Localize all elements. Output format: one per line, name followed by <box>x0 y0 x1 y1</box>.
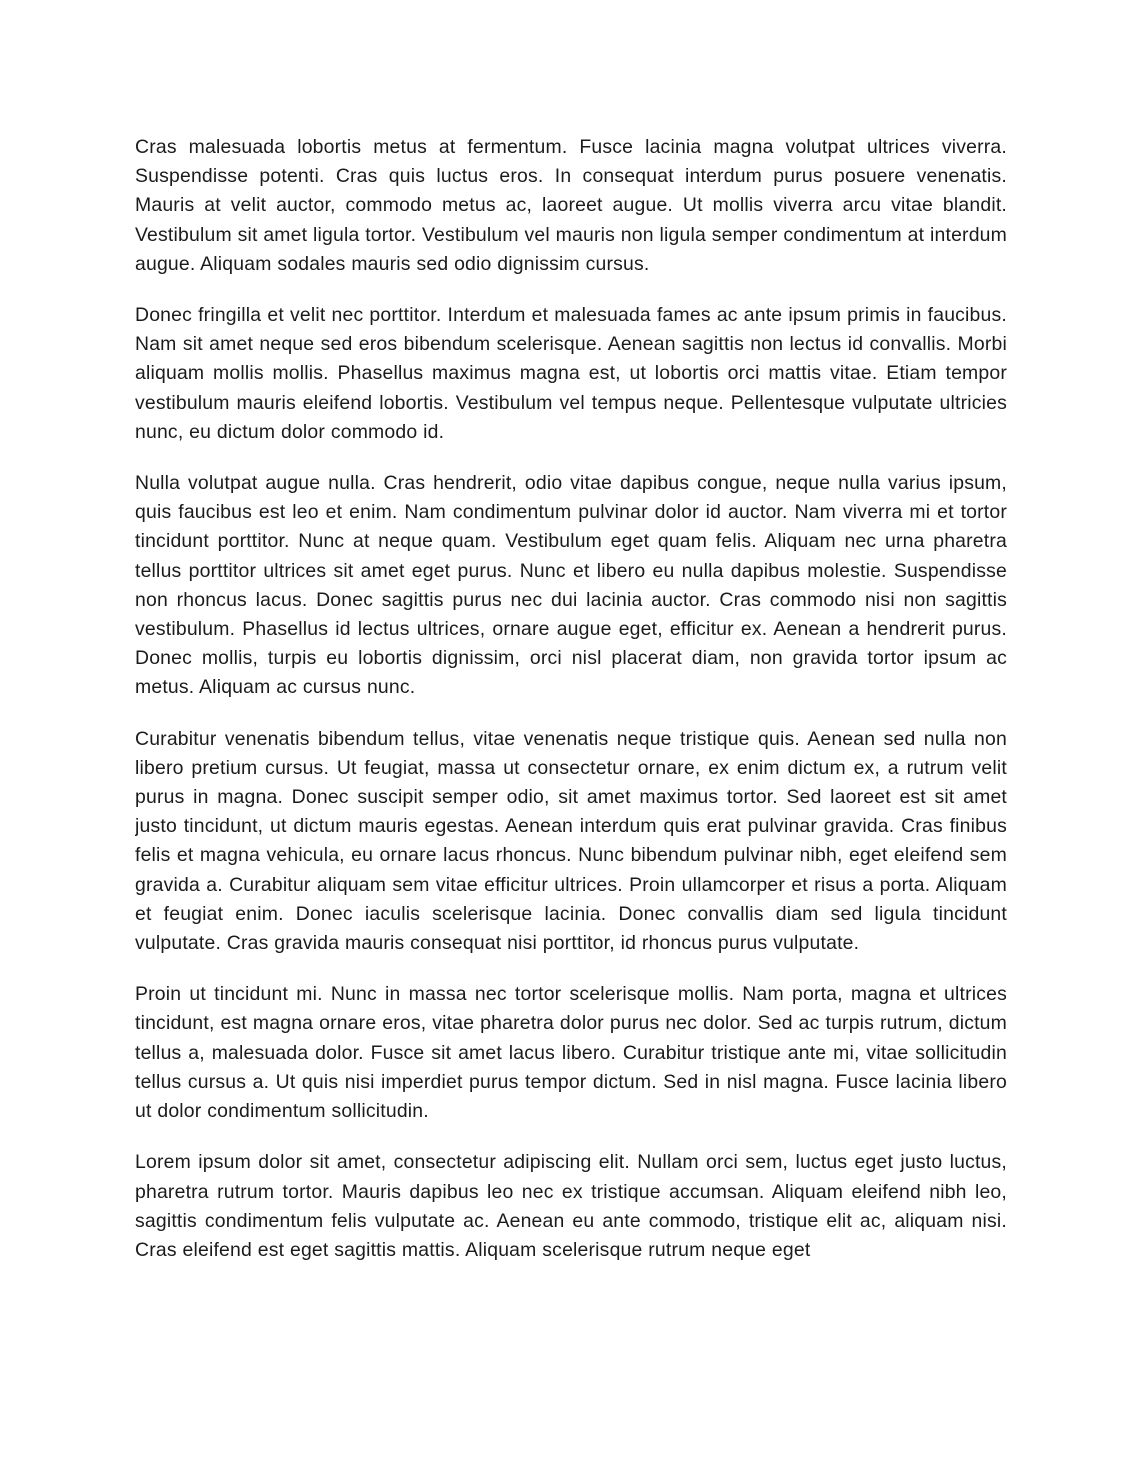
paragraph-6: Lorem ipsum dolor sit amet, consectetur adipiscing elit. Nullam orci sem, luctus eget justo luctus, pharetra rutrum tortor. Mauris dapibus leo nec ex tristique accumsan. Aliquam eleifend nibh leo, sagittis condimentum felis vulputate ac. Aenean eu ante commodo, tristique elit ac, aliquam nisi. Cras eleifend est eget sagittis mattis. Aliquam scelerisque rutrum neque eget <box>135 1151 1007 1261</box>
paragraph-4: Curabitur venenatis bibendum tellus, vitae venenatis neque tristique quis. Aenean sed nulla non libero pretium cursus. Ut feugiat, massa ut consectetur ornare, ex enim dictum ex, a rutrum velit purus in magna. Donec suscipit semper odio, sit amet maximus tortor. Sed laoreet est sit amet justo tincidunt, ut dictum mauris egestas. Aenean interdum quis erat pulvinar gravida. Cras finibus felis et magna vehicula, eu ornare lacus rhoncus. Nunc bibendum pulvinar nibh, eget eleifend sem gravida a. Curabitur aliquam sem vitae efficitur ultrices. Proin ullamcorper et risus a porta. Aliquam et feugiat enim. Donec iaculis scelerisque lacinia. Donec convallis diam sed ligula tincidunt vulputate. Cras gravida mauris consequat nisi porttitor, id rhoncus purus vulputate. <box>135 727 1007 955</box>
document-body <box>135 133 1007 1343</box>
paragraph-5: Proin ut tincidunt mi. Nunc in massa nec tortor scelerisque mollis. Nam porta, magna et ultrices tincidunt, est magna ornare eros, vitae pharetra dolor purus nec dolor. Sed ac turpis rutrum, dictum tellus a, malesuada dolor. Fusce sit amet lacus libero. Curabitur tristique ante mi, vitae sollicitudin tellus cursus a. Ut quis nisi imperdiet purus tempor dictum. Sed in nisl magna. Fusce lacinia libero ut dolor condimentum sollicitudin. <box>135 983 1007 1123</box>
paragraph-2: Donec fringilla et velit nec porttitor. Interdum et malesuada fames ac ante ipsum primis in faucibus. Nam sit amet neque sed eros bibendum scelerisque. Aenean sagittis non lectus id convallis. Morbi aliquam mollis mollis. Phasellus maximus magna est, ut lobortis orci mattis vitae. Etiam tempor vestibulum mauris eleifend lobortis. Vestibulum vel tempus neque. Pellentesque vulputate ultricies nunc, eu dictum dolor commodo id. <box>135 304 1007 443</box>
paragraph-1: Cras malesuada lobortis metus at fermentum. Fusce lacinia magna volutpat ultrices viverra. Suspendisse potenti. Cras quis luctus eros. In consequat interdum purus posuere venenatis. Mauris at velit auctor, commodo metus ac, laoreet augue. Ut mollis viverra arcu vitae blandit. Vestibulum sit amet ligula tortor. Vestibulum vel mauris non ligula semper condimentum at interdum augue. Aliquam sodales mauris sed odio dignissim cursus. <box>135 136 1007 275</box>
paragraph-3: Nulla volutpat augue nulla. Cras hendrerit, odio vitae dapibus congue, neque nulla varius ipsum, quis faucibus est leo et enim. Nam condimentum pulvinar dolor id auctor. Nam viverra mi et tortor tincidunt porttitor. Nunc at neque quam. Vestibulum eget quam felis. Aliquam nec urna pharetra tellus porttitor ultrices sit amet eget purus. Nunc et libero eu nulla dapibus molestie. Suspendisse non rhoncus lacus. Donec sagittis purus nec dui lacinia auctor. Cras commodo nisi non sagittis vestibulum. Phasellus id lectus ultrices, ornare augue eget, efficitur ex. Aenean a hendrerit purus. Donec mollis, turpis eu lobortis dignissim, orci nisl placerat diam, non gravida tortor ipsum ac metus. Aliquam ac cursus nunc. <box>135 472 1007 699</box>
